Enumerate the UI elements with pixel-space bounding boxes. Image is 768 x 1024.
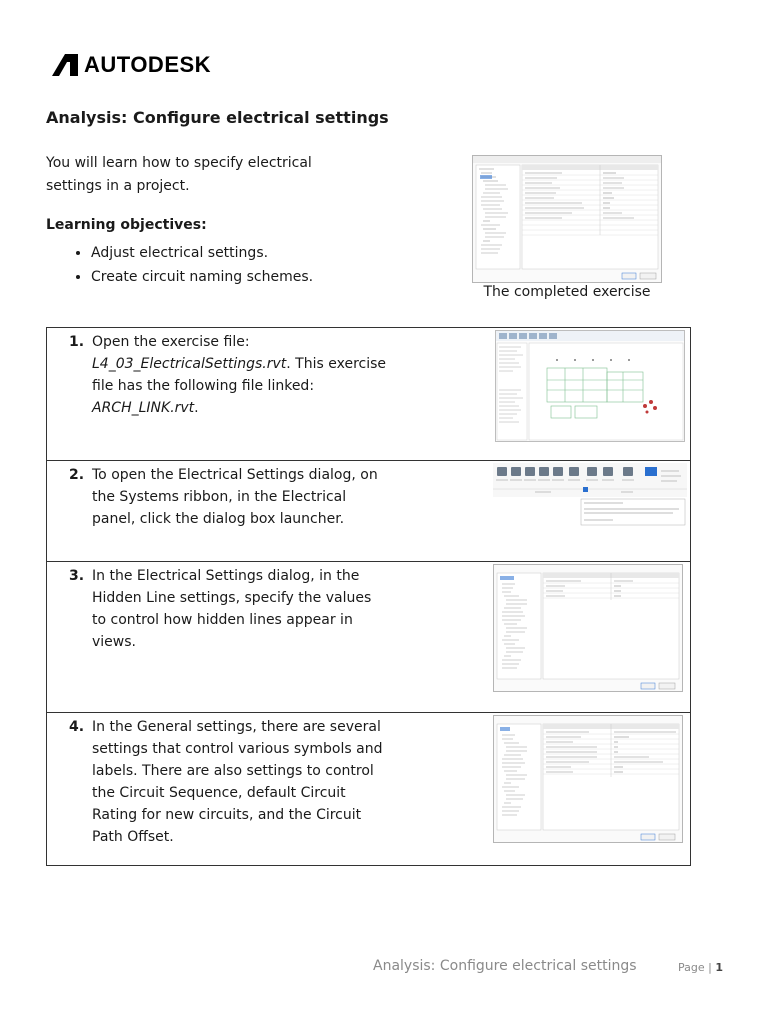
intro-text: You will learn how to specify electrical settings in a project. <box>46 155 312 194</box>
page-title: Analysis: Configure electrical settings <box>46 108 389 127</box>
systems-ribbon-screenshot <box>493 463 687 527</box>
objective-item: • Create circuit naming schemes. <box>91 265 313 289</box>
objectives-heading: Learning objectives: <box>46 217 207 233</box>
page-number: Page | 1 <box>678 961 723 974</box>
hidden-line-settings-screenshot <box>493 564 683 692</box>
completed-exercise-screenshot <box>472 155 662 283</box>
step-3-text: In the Electrical Settings dialog, in the Hidden Line settings, specify the values to control how hidden lines appear in views. <box>92 568 372 650</box>
brand-name: AUTODESK <box>84 52 212 77</box>
step-number: 2. <box>69 467 85 483</box>
exercise-file-name: L4_03_ElectricalSettings.rvt <box>92 356 287 372</box>
footer-title: Analysis: Configure electrical settings <box>373 958 637 974</box>
step-4-text: In the General settings, there are several settings that control various symbols and labels. There are also settings to control the Circuit Sequence, default Circuit Rating for new circuits, and the Circuit Path Offset. <box>92 719 383 845</box>
step-row-2 <box>47 461 691 562</box>
autodesk-logo-icon <box>52 54 78 76</box>
step-row-1 <box>47 328 691 461</box>
step-number: 1. <box>69 334 85 350</box>
step-row-3 <box>47 562 691 713</box>
step-number: 4. <box>69 719 85 735</box>
revit-view-screenshot <box>495 330 685 442</box>
step-row-4 <box>47 713 691 866</box>
objectives-list <box>46 241 313 289</box>
linked-file-name: ARCH_LINK.rvt <box>92 400 195 416</box>
step-number: 3. <box>69 568 85 584</box>
autodesk-logo <box>52 52 211 78</box>
hero-caption: The completed exercise <box>483 284 651 300</box>
steps-table <box>46 327 691 866</box>
objective-item: • Adjust electrical settings. <box>91 241 313 265</box>
general-settings-screenshot <box>493 715 683 843</box>
step-2-text: To open the Electrical Settings dialog, on the Systems ribbon, in the Electrical panel, click the dialog box launcher. <box>92 467 378 527</box>
step-1-text: Open the exercise file: L4_03_ElectricalSettings.rvt. This exercise file has the following file linked: ARCH_LINK.rvt. <box>92 334 387 416</box>
